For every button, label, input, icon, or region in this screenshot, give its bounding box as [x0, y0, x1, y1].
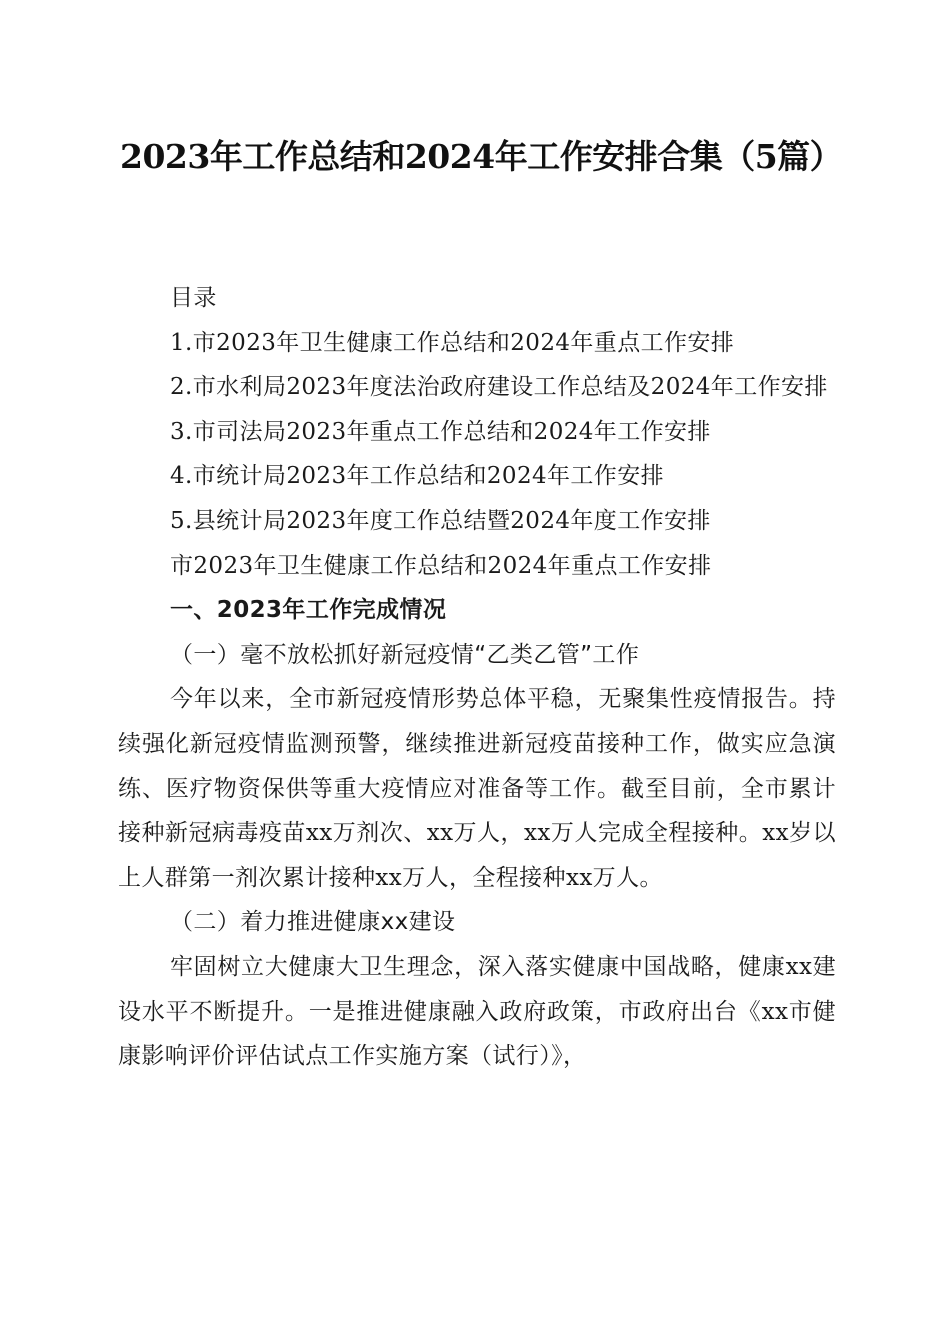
toc-item: 1.市2023年卫生健康工作总结和2024年重点工作安排 [170, 329, 735, 356]
toc-item: 4.市统计局2023年工作总结和2024年工作安排 [170, 463, 665, 490]
subsection-heading: （二）着力推进健康xx建设 [170, 909, 456, 936]
paragraph: 今年以来，全市新冠疫情形势总体平稳，无聚集性疫情报告。持续强化新冠疫情监测预警，继续推进新冠疫苗接种工作，做实应急演练、医疗物资保供等重大疫情应对准备等工作。截至目前，全市累计接种新冠病毒疫苗xx万剂次、xx万人，xx万人完成全程接种。xx岁以上人群第一剂次累计接种xx万人，全程接种xx万人。 [118, 686, 836, 891]
toc-item: 2.市水利局2023年度法治政府建设工作总结及2024年工作安排 [170, 374, 828, 401]
subsection-heading: （一）毫不放松抓好新冠疫情“乙类乙管”工作 [170, 641, 640, 668]
toc-heading: 目录 [170, 285, 217, 311]
document-body [118, 276, 836, 1079]
section-heading: 一、2023年工作完成情况 [170, 597, 447, 624]
article-title: 市2023年卫生健康工作总结和2024年重点工作安排 [170, 552, 712, 579]
paragraph: 牢固树立大健康大卫生理念，深入落实健康中国战略，健康xx建设水平不断提升。一是推进健康融入政府政策，市政府出台《xx市健康影响评价评估试点工作实施方案（试行）》， [118, 953, 836, 1070]
document-title: 2023年工作总结和2024年工作安排合集（5篇） [120, 137, 843, 176]
toc-item: 3.市司法局2023年重点工作总结和2024年工作安排 [170, 418, 711, 445]
toc-item: 5.县统计局2023年度工作总结暨2024年度工作安排 [170, 507, 711, 534]
